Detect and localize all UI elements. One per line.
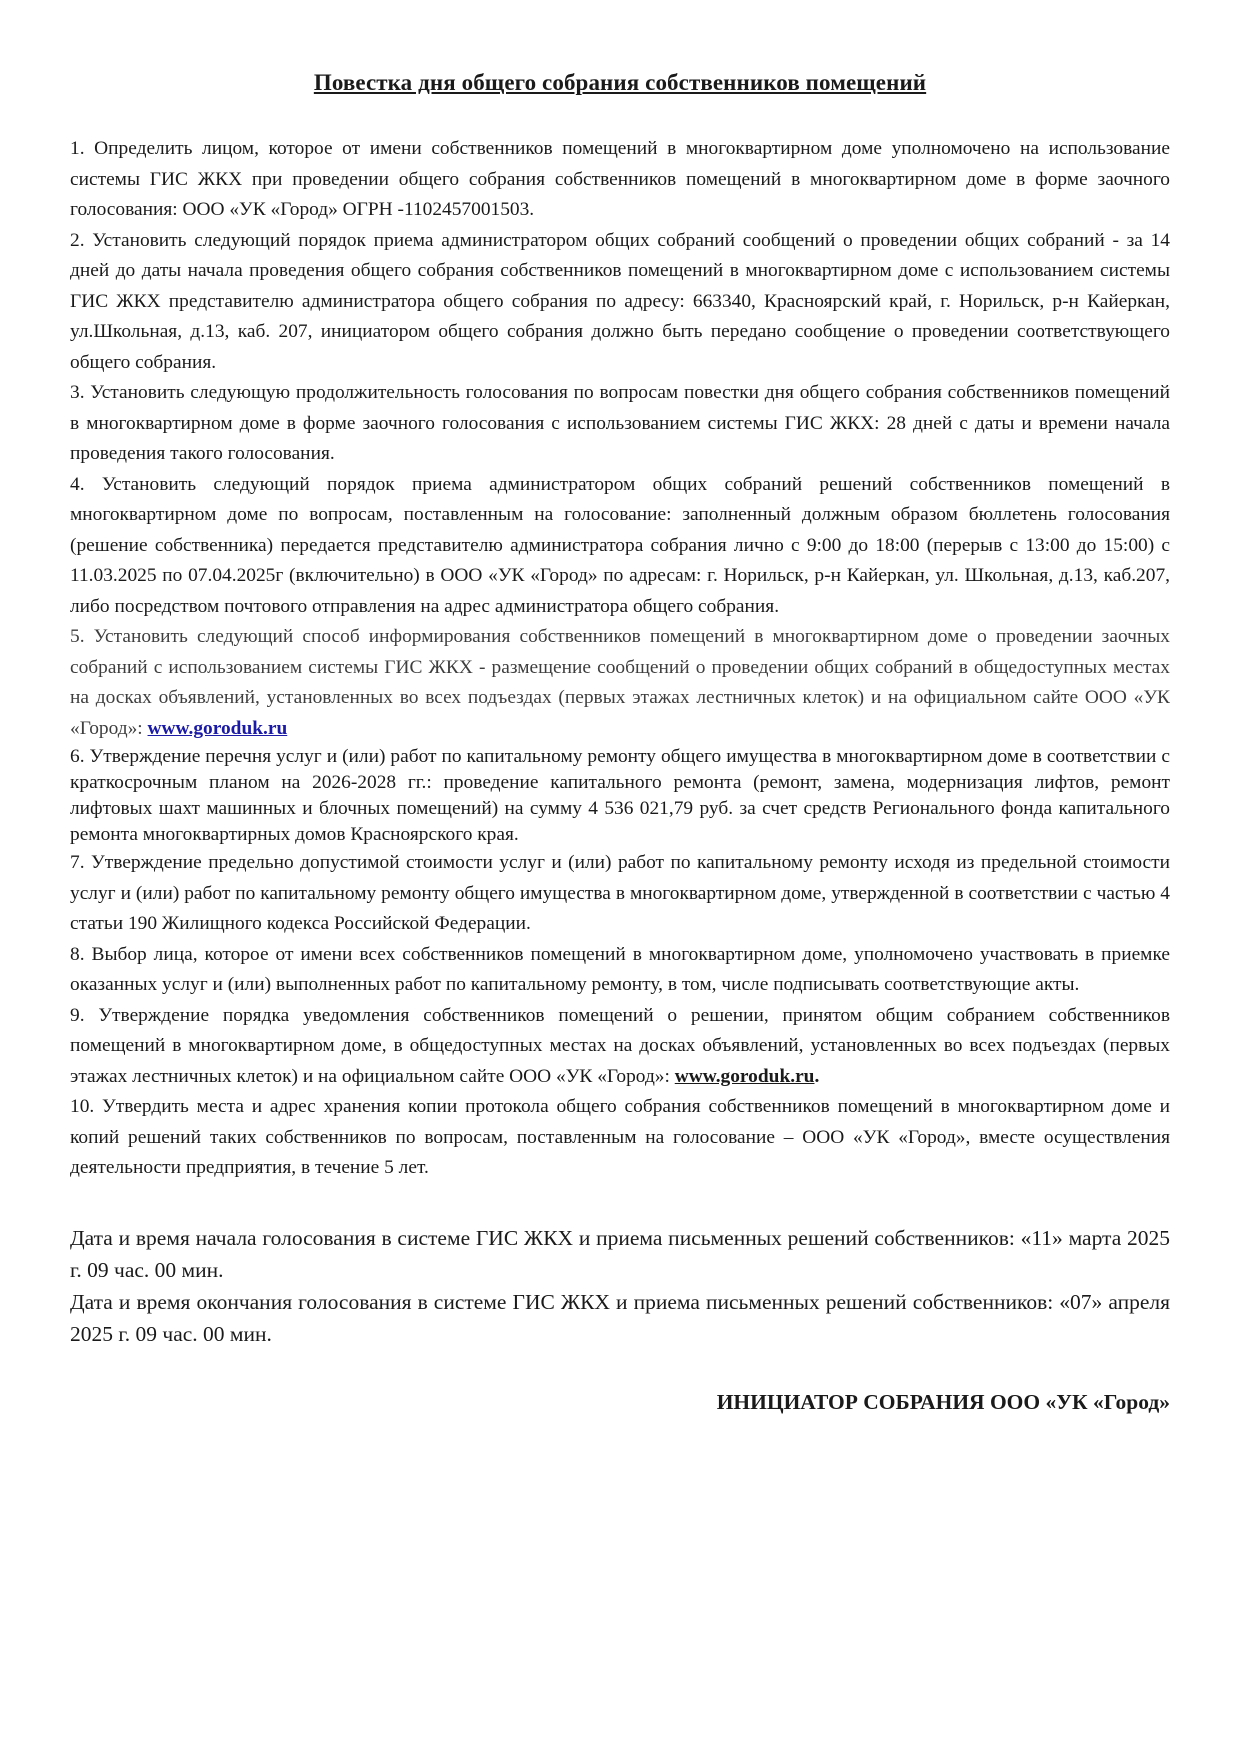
agenda-item-5 <box>70 622 1170 744</box>
agenda-item-9-text: 9. Утверждение порядка уведомления собственников помещений о решении, принятом общим собранием собственников помещений в многоквартирном доме, в общедоступных местах на досках объявлений, установленных во всех подъездах (первых этажах лестничных клеток) и на официальном сайте ООО «УК «Город»: <box>70 1004 1170 1087</box>
voting-dates <box>70 1222 1170 1350</box>
agenda-item-7: 7. Утверждение предельно допустимой стоимости услуг и (или) работ по капитальному ремонту исходя из предельной стоимости услуг и (или) работ по капитальному ремонту общего имущества в многоквартирном доме, утвержденной в соответствии с частью 4 статьи 190 Жилищного кодекса Российской Федерации. <box>70 852 1170 934</box>
agenda-item-8: 8. Выбор лица, которое от имени всех собственников помещений в многоквартирном доме, уполномочено участвовать в приемке оказанных услуг и (или) выполненных работ по капитальному ремонту, в том, числе подписывать соответствующие акты. <box>70 943 1170 995</box>
document-title: Повестка дня общего собрания собственников помещений <box>313 70 927 95</box>
agenda-item-3: 3. Установить следующую продолжительность голосования по вопросам повестки дня общего собрания собственников помещений в многоквартирном доме в форме заочного голосования с использованием системы ГИС ЖКХ: 28 дней с даты и времени начала проведения такого голосования. <box>70 382 1170 464</box>
meeting-initiator: ИНИЦИАТОР СОБРАНИЯ ООО «УК «Город» <box>716 1389 1170 1414</box>
agenda-item-6: 6. Утверждение перечня услуг и (или) работ по капитальному ремонту общего имущества в многоквартирном доме в соответствии с краткосрочным планом на 2026-2028 гг.: проведение капитального ремонта (ремонт, замена, модернизация лифтов, ремонт лифтовых шахт машинных и блочных помещений) на сумму 4 536 021,79 руб. за счет средств Регионального фонда капитального ремонта многоквартирных домов Красноярского края. <box>70 746 1170 845</box>
website-link[interactable]: www.goroduk.ru <box>147 717 288 739</box>
agenda-item-4: 4. Установить следующий порядок приема администратором общих собраний решений собственников помещений в многоквартирном доме по вопросам, поставленным на голосование: заполненный должным образом бюллетень голосования (решение собственника) передается представителю администратора собрания лично с 9:00 до 18:00 (перерыв с 13:00 до 15:00) с 11.03.2025 по 07.04.2025г (включительно) в ООО «УК «Город» по адресам: г. Норильск, р-н Кайеркан, ул. Школьная, д.13, каб.207, либо посредством почтового отправления на адрес администратора общего собрания. <box>70 473 1170 617</box>
agenda-item-9 <box>70 1001 1170 1093</box>
agenda-item-5-text: 5. Установить следующий способ информирования собственников помещений в многоквартирном доме о проведении заочных собраний с использованием системы ГИС ЖКХ - размещение сообщений о проведении общих собраний в общедоступных местах на досках объявлений, установленных во всех подъездах (первых этажах лестничных клеток) и на официальном сайте ООО «УК «Город»: <box>70 626 1170 739</box>
agenda-item-1: 1. Определить лицом, которое от имени собственников помещений в многоквартирном доме уполномочено на использование системы ГИС ЖКХ при проведении общего собрания собственников помещений в многоквартирном доме в форме заочного голосования: ООО «УК «Город» ОГРН -1102457001503. <box>70 138 1170 220</box>
voting-end-date: Дата и время окончания голосования в системе ГИС ЖКХ и приема письменных решений собственников: «07» апреля 2025 г. 09 час. 00 мин. <box>70 1289 1170 1346</box>
agenda-item-10: 10. Утвердить места и адрес хранения копии протокола общего собрания собственников помещений в многоквартирном доме и копий решений таких собственников по вопросам, поставленным на голосование – ООО «УК «Город», вместе осуществления деятельности предприятия, в течение 5 лет. <box>70 1096 1170 1178</box>
agenda-item-9-suffix: . <box>814 1065 820 1087</box>
document-page <box>70 70 1170 1415</box>
voting-start-date: Дата и время начала голосования в системе ГИС ЖКХ и приема письменных решений собственников: «11» марта 2025 г. 09 час. 00 мин. <box>70 1225 1170 1282</box>
agenda-item-2: 2. Установить следующий порядок приема администратором общих собраний сообщений о проведении общих собраний - за 14 дней до даты начала проведения общего собрания собственников помещений в многоквартирном доме с использованием системы ГИС ЖКХ представителю администратора общего собрания по адресу: 663340, Красноярский край, г. Норильск, р-н Кайеркан, ул.Школьная, д.13, каб. 207, инициатором общего собрания должно быть передано сообщение о проведении соответствующего общего собрания. <box>70 229 1170 373</box>
agenda-list <box>70 134 1170 1184</box>
website-link-2[interactable]: www.goroduk.ru <box>674 1065 815 1087</box>
